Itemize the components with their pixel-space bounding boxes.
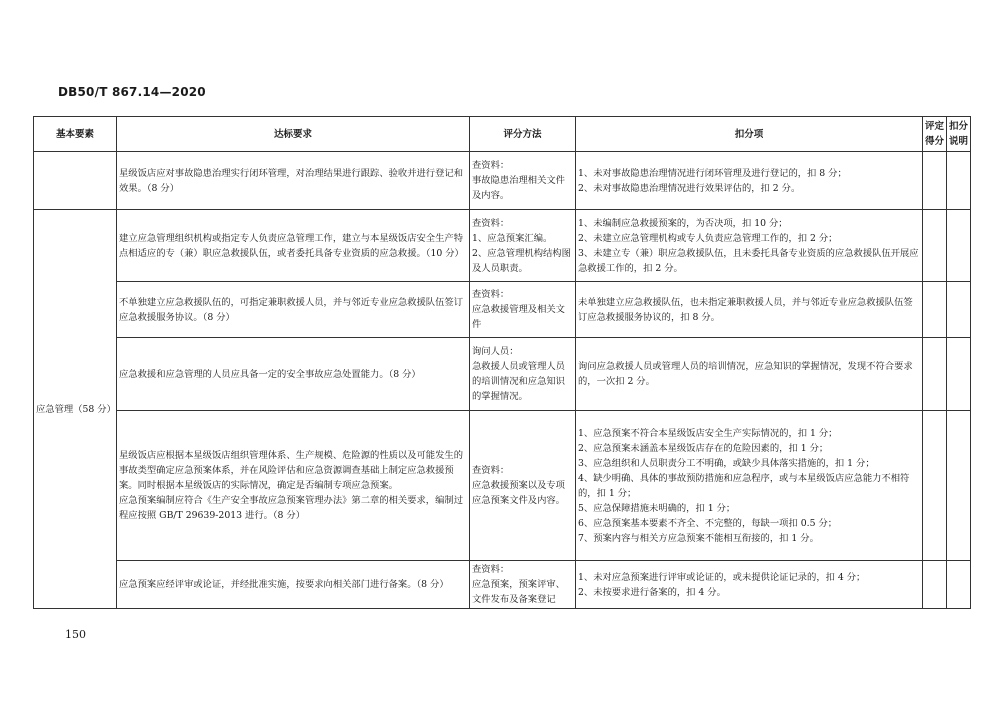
deduction-cell-line: 2、未按要求进行备案的，扣 4 分。 bbox=[578, 586, 726, 598]
method-cell-line: 查资料： bbox=[472, 465, 510, 476]
method-cell-line: 查资料： bbox=[472, 564, 510, 575]
note-cell bbox=[947, 152, 971, 210]
deduction-cell bbox=[576, 282, 923, 338]
table-row bbox=[34, 338, 971, 411]
table-row bbox=[34, 282, 971, 338]
requirement-cell bbox=[117, 338, 470, 411]
col-header-requirement: 达标要求 bbox=[117, 117, 470, 152]
score-cell bbox=[923, 561, 947, 609]
method-cell-line: 事故隐患治理相关文件及内容。 bbox=[472, 175, 565, 201]
method-cell-line: 查资料： bbox=[472, 160, 510, 171]
deduction-cell-line: 1、未对事故隐患治理情况进行闭环管理及进行登记的，扣 8 分； bbox=[578, 167, 847, 179]
score-cell bbox=[923, 338, 947, 411]
deduction-cell-line: 询问应急救援人员或管理人员的培训情况，应急知识的掌握情况，发现不符合要求的，一次扣 2 分。 bbox=[578, 361, 913, 387]
deduction-cell-line: 2、应急预案未涵盖本星级饭店存在的危险因素的，扣 1 分； bbox=[578, 442, 829, 454]
table-row bbox=[34, 561, 971, 609]
deduction-cell-line: 3、应急组织和人员职责分工不明确，或缺少具体落实措施的，扣 1 分； bbox=[578, 457, 875, 469]
requirement-cell-line: 应急救援和应急管理的人员应具备一定的安全事故应急处置能力。（8 分） bbox=[119, 368, 421, 380]
note-cell bbox=[947, 282, 971, 338]
col-header-note: 扣分说明 bbox=[947, 117, 971, 152]
requirement-cell bbox=[117, 411, 470, 561]
method-cell-line: 询问人员： bbox=[472, 346, 519, 357]
assessment-table bbox=[33, 116, 971, 609]
score-cell bbox=[923, 210, 947, 282]
element-cell-empty bbox=[34, 152, 117, 210]
table-row bbox=[34, 152, 971, 210]
page-number: 150 bbox=[65, 628, 86, 641]
note-cell bbox=[947, 411, 971, 561]
deduction-cell-line: 1、应急预案不符合本星级饭店安全生产实际情况的，扣 1 分； bbox=[578, 427, 838, 439]
deduction-cell-line: 3、未建立专（兼）职应急救援队伍，且未委托具备专业资质的应急救援队伍开展应急救援工作的，扣 2 分。 bbox=[578, 247, 919, 274]
deduction-cell bbox=[576, 561, 923, 609]
method-cell-line: 急救援人员或管理人员的培训情况和应急知识的掌握情况。 bbox=[472, 361, 565, 402]
note-cell bbox=[947, 338, 971, 411]
table-row bbox=[34, 411, 971, 561]
score-cell bbox=[923, 152, 947, 210]
method-cell bbox=[470, 210, 576, 282]
requirement-cell-line: 建立应急管理组织机构或指定专人负责应急管理工作，建立与本星级饭店安全生产特点相适应的专（兼）职应急救援队伍，或者委托具备专业资质的应急救援。（10 分） bbox=[119, 232, 464, 259]
method-cell-line: 2、应急管理机构结构图及人员职责。 bbox=[472, 247, 571, 274]
requirement-cell bbox=[117, 282, 470, 338]
method-cell bbox=[470, 561, 576, 609]
requirement-cell-line: 应急预案编制应符合《生产安全事故应急预案管理办法》第二章的相关要求，编制过程应按照 GB/T 29639-2013 进行。（8 分） bbox=[119, 495, 463, 521]
deduction-cell-line: 7、预案内容与相关方应急预案不能相互衔接的，扣 1 分。 bbox=[578, 532, 819, 544]
deduction-cell-line: 1、未编制应急救援预案的，为否决项，扣 10 分； bbox=[578, 217, 788, 229]
note-cell bbox=[947, 210, 971, 282]
requirement-cell-line: 应急预案应经评审或论证，并经批准实施，按要求向相关部门进行备案。（8 分） bbox=[119, 579, 449, 590]
deduction-cell-line: 2、未对事故隐患治理情况进行效果评估的，扣 2 分。 bbox=[578, 182, 801, 194]
deduction-cell-line: 2、未建立应急管理机构或专人负责应急管理工作的，扣 2 分； bbox=[578, 232, 838, 244]
method-cell-line: 查资料： bbox=[472, 289, 510, 300]
method-cell-line: 应急救援管理及相关文件 bbox=[472, 304, 565, 330]
deduction-cell-line: 4、缺少明确、具体的事故预防措施和应急程序，或与本星级饭店应急能力不相符的，扣 1 分； bbox=[578, 472, 910, 499]
table-row bbox=[34, 210, 971, 282]
score-cell bbox=[923, 282, 947, 338]
col-header-deduction: 扣分项 bbox=[576, 117, 923, 152]
requirement-cell bbox=[117, 561, 470, 609]
method-cell-line: 1、应急预案汇编。 bbox=[472, 232, 553, 244]
deduction-cell-line: 5、应急保障措施未明确的，扣 1 分； bbox=[578, 502, 736, 514]
method-cell bbox=[470, 282, 576, 338]
deduction-cell bbox=[576, 210, 923, 282]
deduction-cell bbox=[576, 338, 923, 411]
deduction-cell-line: 1、未对应急预案进行评审或论证的，或未提供论证记录的，扣 4 分； bbox=[578, 571, 866, 583]
deduction-cell bbox=[576, 411, 923, 561]
document-code: DB50/T 867.14—2020 bbox=[58, 85, 206, 99]
deduction-cell-line: 未单独建立应急救援队伍，也未指定兼职救援人员，并与邻近专业应急救援队伍签订应急救援服务协议的，扣 8 分。 bbox=[578, 296, 913, 323]
method-cell bbox=[470, 338, 576, 411]
method-cell-line: 查资料： bbox=[472, 217, 510, 229]
requirement-cell-line: 不单独建立应急救援队伍的，可指定兼职救援人员，并与邻近专业应急救援队伍签订应急救援服务协议。（8 分） bbox=[119, 296, 463, 323]
element-cell-group: 应急管理（58 分） bbox=[34, 210, 117, 609]
method-cell-line: 应急救援预案以及专项应急预案文件及内容。 bbox=[472, 480, 565, 506]
note-cell bbox=[947, 561, 971, 609]
requirement-cell-line: 星级饭店应对事故隐患治理实行闭环管理，对治理结果进行跟踪、验收并进行登记和效果。（8 分） bbox=[119, 167, 463, 194]
method-cell bbox=[470, 152, 576, 210]
method-cell-line: 应急预案，预案评审、文件发布及备案登记 bbox=[472, 579, 565, 605]
requirement-cell bbox=[117, 210, 470, 282]
col-header-method: 评分方法 bbox=[470, 117, 576, 152]
requirement-cell-line: 星级饭店应根据本星级饭店组织管理体系、生产规模、危险源的性质以及可能发生的事故类型确定应急预案体系，并在风险评估和应急资源调查基础上制定应急救援预案。同时根据本星级饭店的实际情况，确定是否编制专项应急预案。 bbox=[119, 450, 463, 491]
method-cell bbox=[470, 411, 576, 561]
deduction-cell-line: 6、应急预案基本要素不齐全、不完整的，每缺一项扣 0.5 分； bbox=[578, 517, 838, 529]
col-header-element: 基本要素 bbox=[34, 117, 117, 152]
table-header-row bbox=[34, 117, 971, 152]
requirement-cell bbox=[117, 152, 470, 210]
deduction-cell bbox=[576, 152, 923, 210]
score-cell bbox=[923, 411, 947, 561]
col-header-score: 评定得分 bbox=[923, 117, 947, 152]
